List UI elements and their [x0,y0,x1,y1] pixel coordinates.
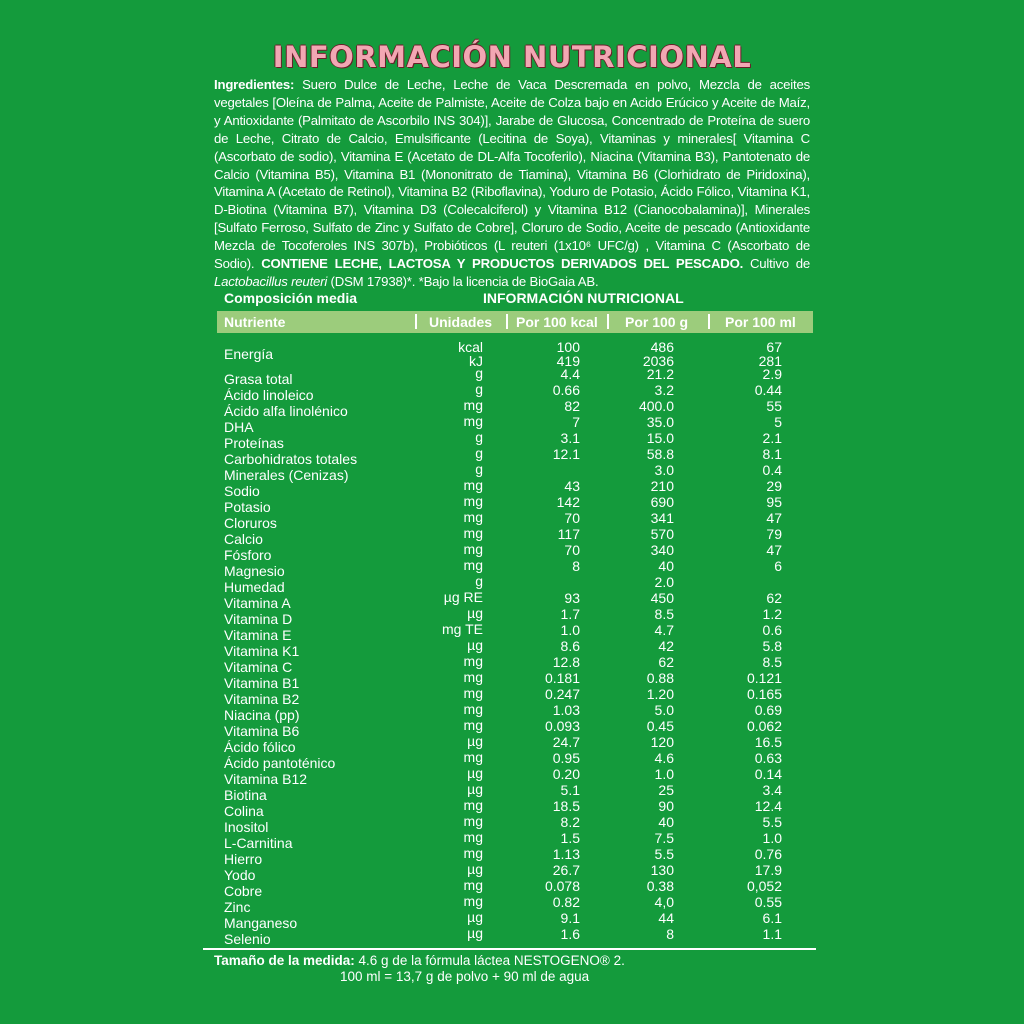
table-cell-per-g: 4,0 [654,894,674,910]
culture-pre: Cultivo de [743,256,810,272]
table-cell-name: Cloruros [224,515,277,531]
table-cell-unit: mg [463,493,483,509]
table-cell-per-g: 0.45 [646,718,674,734]
table-cell-per-ml: 0.6 [762,622,782,638]
table-cell-per-ml: 0.76 [754,846,782,862]
table-cell-per-ml: 6 [774,558,782,574]
table-cell-per-ml: 29 [766,478,782,494]
table-cell-per-kcal: 5.1 [560,782,580,798]
header-per-100-ml: Por 100 ml [725,314,796,330]
table-cell-per-ml: 79 [766,526,782,542]
table-cell-unit: mg [463,413,483,429]
table-cell-per-ml: 55 [766,398,782,414]
energy-per-g-2: 2036 [642,353,674,369]
table-cell-per-kcal: 12.1 [552,446,580,462]
preparation-note: 100 ml = 13,7 g de polvo + 90 ml de agua [340,969,590,984]
table-cell-unit: g [475,445,483,461]
energy-per-kcal-2: 419 [556,353,580,369]
table-cell-per-kcal: 18.5 [552,798,580,814]
table-cell-name: Calcio [224,531,263,547]
table-cell-unit: g [475,573,483,589]
table-cell-unit: mg [463,893,483,909]
table-cell-name: Fósforo [224,547,272,563]
table-cell-unit: mg [463,701,483,717]
table-cell-unit: mg [463,717,483,733]
table-cell-per-kcal: 1.0 [560,622,580,638]
table-cell-per-ml: 47 [766,542,782,558]
table-cell-per-kcal: 82 [564,398,580,414]
table-cell-name: Vitamina B6 [224,723,300,739]
table-cell-name: Vitamina B12 [224,771,308,787]
page-title: INFORMACIÓN NUTRICIONAL [272,40,752,74]
table-cell-per-g: 130 [650,862,674,878]
energy-name: Energía [224,346,274,362]
table-cell-name: Ácido linoleico [224,387,314,403]
table-cell-per-g: 210 [650,478,674,494]
table-cell-per-g: 1.0 [654,766,674,782]
table-cell-per-kcal: 8.6 [560,638,580,654]
table-cell-unit: mg [463,829,483,845]
table-cell-per-kcal: 0.95 [552,750,580,766]
table-cell-per-kcal: 3.1 [560,430,580,446]
table-cell-per-ml: 5 [774,414,782,430]
info-label: INFORMACIÓN NUTRICIONAL [483,290,684,306]
table-cell-name: Ácido alfa linolénico [224,403,348,419]
table-cell-per-ml: 2.1 [762,430,782,446]
energy-per-ml-1: 67 [766,339,782,355]
table-cell-name: Carbohidratos totales [224,451,358,467]
table-cell-per-g: 120 [650,734,674,750]
table-cell-name: Vitamina K1 [224,643,300,659]
table-cell-per-g: 4.7 [654,622,674,638]
table-cell-unit: µg [467,605,483,621]
table-cell-per-g: 35.0 [646,414,674,430]
table-cell-unit: mg [463,397,483,413]
table-cell-per-ml: 0.14 [754,766,782,782]
energy-unit-kcal: kcal [458,339,483,355]
table-cell-per-ml: 95 [766,494,782,510]
table-cell-per-ml: 0.062 [746,718,782,734]
table-cell-per-ml: 0.4 [762,462,782,478]
table-cell-name: Zinc [224,899,251,915]
table-cell-unit: mg [463,813,483,829]
table-cell-per-g: 0.38 [646,878,674,894]
energy-per-g-1: 486 [650,339,674,355]
table-cell-unit: mg [463,509,483,525]
table-cell-per-ml: 5.5 [762,814,782,830]
table-cell-unit: g [475,381,483,397]
header-divider [708,314,710,329]
header-divider [415,314,417,329]
table-cell-per-ml: 12.4 [754,798,782,814]
table-cell-per-g: 3.0 [654,462,674,478]
table-cell-per-kcal: 142 [556,494,580,510]
table-cell-unit: g [475,429,483,445]
table-cell-unit: mg [463,525,483,541]
table-cell-per-kcal: 70 [564,542,580,558]
table-cell-unit: mg [463,845,483,861]
table-cell-per-g: 2.0 [654,574,674,590]
table-cell-unit: µg [467,909,483,925]
composition-label: Composición media [224,290,358,306]
table-cell-name: Inositol [224,819,269,835]
table-cell-name: Magnesio [224,563,285,579]
table-cell-name: Grasa total [224,371,293,387]
table-cell-name: Biotina [224,787,267,803]
table-cell-per-kcal: 1.5 [560,830,580,846]
table-cell-unit: µg [467,733,483,749]
table-cell-unit: mg [463,877,483,893]
table-cell-per-g: 44 [658,910,674,926]
table-cell-per-g: 340 [650,542,674,558]
table-cell-per-kcal: 1.13 [552,846,580,862]
table-cell-name: L-Carnitina [224,835,293,851]
table-cell-unit: mg [463,557,483,573]
table-cell-per-g: 62 [658,654,674,670]
table-cell-per-g: 341 [650,510,674,526]
table-cell-per-kcal: 93 [564,590,580,606]
table-cell-name: Proteínas [224,435,284,451]
table-header [217,311,813,333]
table-cell-per-ml: 0.63 [754,750,782,766]
table-cell-per-ml: 16.5 [754,734,782,750]
table-cell-per-kcal: 0.181 [544,670,580,686]
table-cell-per-ml: 0.121 [746,670,782,686]
table-cell-per-kcal: 0.078 [544,878,580,894]
table-cell-unit: µg [467,861,483,877]
serving-size-label: Tamaño de la medida: [214,953,355,968]
table-cell-per-kcal: 43 [564,478,580,494]
table-cell-unit: mg [463,797,483,813]
table-cell-name: Potasio [224,499,271,515]
table-cell-unit: µg RE [443,589,483,605]
table-cell-per-g: 450 [650,590,674,606]
table-cell-per-g: 570 [650,526,674,542]
table-cell-per-g: 90 [658,798,674,814]
table-cell-unit: mg [463,541,483,557]
table-cell-per-g: 400.0 [638,398,674,414]
table-cell-name: Manganeso [224,915,298,931]
table-cell-per-ml: 2.9 [762,366,782,382]
table-cell-per-kcal: 0.093 [544,718,580,734]
table-cell-per-ml: 0.69 [754,702,782,718]
table-cell-per-g: 42 [658,638,674,654]
allergen-warning: CONTIENE LECHE, LACTOSA Y PRODUCTOS DERIVADOS DEL PESCADO. [261,256,744,272]
table-cell-name: Ácido pantoténico [224,755,336,771]
table-cell-per-g: 690 [650,494,674,510]
table-cell-per-ml: 6.1 [762,910,782,926]
table-cell-unit: mg TE [442,621,483,637]
table-cell-unit: mg [463,749,483,765]
table-cell-per-ml: 0,052 [746,878,782,894]
table-cell-per-ml: 5.8 [762,638,782,654]
table-cell-name: Sodio [224,483,260,499]
header-divider [607,314,609,329]
table-cell-unit: mg [463,669,483,685]
table-cell-name: Minerales (Cenizas) [224,467,349,483]
table-cell-name: Vitamina D [224,611,293,627]
table-cell-per-g: 58.8 [646,446,674,462]
table-cell-per-ml: 1.1 [762,926,782,942]
table-cell-per-kcal: 1.6 [560,926,580,942]
table-cell-per-ml: 0.55 [754,894,782,910]
table-cell-per-g: 40 [658,814,674,830]
table-cell-per-g: 1.20 [646,686,674,702]
table-cell-name: Cobre [224,883,263,899]
ingredients-label: Ingredientes: [214,77,295,92]
table-cell-per-ml: 47 [766,510,782,526]
table-cell-name: Hierro [224,851,263,867]
energy-unit-kj: kJ [469,353,483,369]
energy-per-kcal-1: 100 [556,339,580,355]
header-per-100-g: Por 100 g [625,314,689,330]
table-cell-unit: g [475,365,483,381]
table-cell-name: Vitamina C [224,659,293,675]
table-cell-unit: mg [463,653,483,669]
table-cell-name: Vitamina B2 [224,691,300,707]
table-cell-per-kcal: 26.7 [552,862,580,878]
table-cell-name: Selenio [224,931,271,947]
table-cell-per-g: 21.2 [646,366,674,382]
table-cell-per-g: 15.0 [646,430,674,446]
serving-size [214,953,625,968]
table-cell-per-ml: 0.44 [754,382,782,398]
table-cell-per-kcal: 8 [572,558,580,574]
table-cell-per-kcal: 0.247 [544,686,580,702]
table-cell-name: Colina [224,803,264,819]
table-cell-per-g: 0.88 [646,670,674,686]
table-bottom-rule [203,948,816,950]
table-cell-per-kcal: 12.8 [552,654,580,670]
table-cell-per-ml: 8.1 [762,446,782,462]
table-cell-per-kcal: 70 [564,510,580,526]
header-divider [506,314,508,329]
table-cell-unit: µg [467,925,483,941]
table-cell-name: Vitamina A [224,595,291,611]
table-cell-per-ml: 3.4 [762,782,782,798]
table-cell-per-g: 25 [658,782,674,798]
table-cell-per-kcal: 1.03 [552,702,580,718]
table-cell-per-g: 8.5 [654,606,674,622]
table-cell-name: Vitamina E [224,627,292,643]
table-cell-per-kcal: 4.4 [560,366,580,382]
header-per-100-kcal: Por 100 kcal [516,314,598,330]
table-cell-per-g: 5.5 [654,846,674,862]
table-cell-per-g: 5.0 [654,702,674,718]
table-cell-per-ml: 62 [766,590,782,606]
table-cell-per-kcal: 0.66 [552,382,580,398]
table-cell-unit: µg [467,637,483,653]
energy-per-ml-2: 281 [758,353,782,369]
serving-size-text: 4.6 g de la fórmula láctea NESTOGENO® 2. [354,953,625,968]
culture-post: (DSM 17938)*. *Bajo la licencia de BioGaia AB. [327,273,599,289]
table-cell-per-ml: 8.5 [762,654,782,670]
table-cell-per-ml: 1.0 [762,830,782,846]
table-cell-per-kcal: 9.1 [560,910,580,926]
table-cell-per-kcal: 24.7 [552,734,580,750]
table-cell-per-ml: 17.9 [754,862,782,878]
table-cell-per-kcal: 1.7 [560,606,580,622]
table-cell-unit: µg [467,781,483,797]
ingredients-paragraph [214,76,810,291]
table-cell-per-g: 4.6 [654,750,674,766]
table-cell-name: Yodo [224,867,256,883]
table-cell-name: DHA [224,419,254,435]
table-cell-per-g: 40 [658,558,674,574]
table-cell-name: Ácido fólico [224,739,296,755]
table-cell-per-kcal: 0.82 [552,894,580,910]
table-cell-per-g: 3.2 [654,382,674,398]
ingredients-text: Suero Dulce de Leche, Leche de Vaca Descremada en polvo, Mezcla de aceites vegetales [Oleína de Palma, Aceite de Palmiste, Aceite de Colza bajo en Acido Erúcico y Aceite de Maíz, y Antioxidante (Palmitato de Ascorbilo INS 304)], Jarabe de Glucosa, Concentrado de Proteína de suero de Leche, Citrato de Calcio, Emulsificante (Lecitina de Soya), Vitaminas y minerales[ Vitamina C (Ascorbato de sodio), Vitamina E (Acetato de DL-Alfa Tocoferilo), Niacina (Vitamina B3), Pantotenato de Calcio (Vitamina B5), Vitamina B1 (Mononitrato de Tiamina), Vitamina B6 (Clorhidrato de Piridoxina), Vitamina A (Acetato de Retinol), Vitamina B2 (Riboflavina), Yoduro de Potasio, Ácido Fólico, Vitamina K1, D-Biotina (Vitamina B7), Vitamina D3 (Colecalciferol) y Vitamina B12 (Cianocobalamina)], Minerales [Sulfato Ferroso, Sulfato de Zinc y Sulfato de Cobre], Cloruro de Sodio, Aceite de pescado (Antioxidante Mezcla de Tocoferoles INS 307b), Probióticos (L reuteri (1x10⁶ UFC/g) , Vitamina C (Ascorbato de Sodio). [214,77,810,272]
table-cell-per-g: 8 [666,926,674,942]
table-cell-per-ml: 0.165 [746,686,782,702]
header-nutriente: Nutriente [224,314,286,330]
culture-species: Lactobacillus reuteri [214,273,328,289]
table-cell-per-kcal: 7 [572,414,580,430]
table-cell-unit: µg [467,765,483,781]
table-cell-unit: g [475,461,483,477]
table-cell-per-ml: 1.2 [762,606,782,622]
table-cell-per-kcal: 0.20 [552,766,580,782]
table-cell-name: Niacina (pp) [224,707,300,723]
table-cell-per-g: 7.5 [654,830,674,846]
table-cell-per-kcal: 8.2 [560,814,580,830]
table-cell-name: Humedad [224,579,285,595]
table-cell-name: Vitamina B1 [224,675,300,691]
table-cell-unit: mg [463,477,483,493]
table-cell-per-kcal: 117 [557,526,580,542]
header-unidades: Unidades [429,314,493,330]
table-cell-unit: mg [463,685,483,701]
